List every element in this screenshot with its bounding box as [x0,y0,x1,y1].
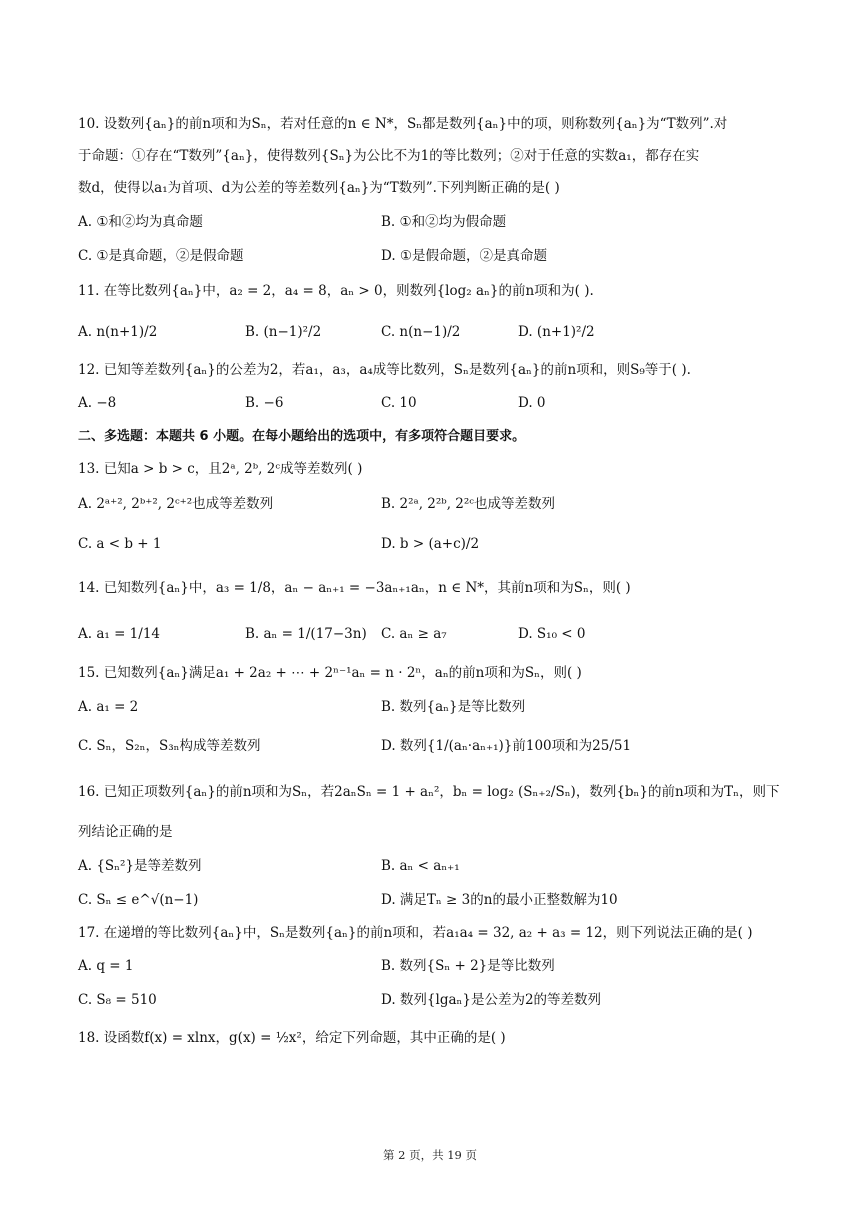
q14-option-a: A. a₁ = 1/14 [78,626,161,642]
q13-option-c: C. a < b + 1 [78,536,162,552]
q15-option-a: A. a₁ = 2 [78,699,139,715]
q11-option-d: D. (n+1)²/2 [518,324,595,340]
q10-option-a: A. ①和②均为真命题 [78,214,203,230]
q15-option-c: C. Sₙ，S₂ₙ，S₃ₙ构成等差数列 [78,738,261,754]
q12-options [78,393,798,415]
q13-options-row-2 [78,534,798,556]
q13-stem: 13. 已知a > b > c，且2ᵃ, 2ᵇ, 2ᶜ成等差数列( ) [78,461,363,477]
q17-option-b: B. 数列{Sₙ + 2}是等比数列 [381,958,555,974]
section-heading-multiple-choice: 二、多选题：本题共 6 小题。在每小题给出的选项中，有多项符合题目要求。 [78,429,526,444]
q14-option-b: B. aₙ = 1/(17−3n) [245,626,367,642]
q15-options-row-1 [78,697,798,719]
q13-option-b: B. 2²ᵃ, 2²ᵇ, 2²ᶜ也成等差数列 [381,496,555,512]
q10-line-1: 10. 设数列{aₙ}的前n项和为Sₙ，若对任意的n ∈ N*，Sₙ都是数列{aₙ}中的项，则称数列{aₙ}为“T数列”.对 [78,116,728,132]
q12-option-d: D. 0 [518,395,546,411]
page-footer: 第 2 页，共 19 页 [382,1148,478,1162]
q12-option-c: C. 10 [381,395,417,411]
q12-option-a: A. −8 [78,395,117,411]
q10-options-row-2 [78,246,798,268]
q16-line-2: 列结论正确的是 [78,824,173,840]
q11-option-b: B. (n−1)²/2 [245,324,322,340]
q13-option-a: A. 2ᵃ⁺², 2ᵇ⁺², 2ᶜ⁺²也成等差数列 [78,496,274,512]
q17-option-c: C. S₈ = 510 [78,992,157,1008]
q16-options-row-1 [78,856,798,878]
q11-options [78,322,798,344]
q14-option-d: D. S₁₀ < 0 [518,626,586,642]
q17-option-a: A. q = 1 [78,958,134,974]
q14-options [78,624,798,646]
q17-option-d: D. 数列{lgaₙ}是公差为2的等差数列 [381,992,602,1008]
q10-option-d: D. ①是假命题，②是真命题 [381,248,548,264]
q11-option-c: C. n(n−1)/2 [381,324,461,340]
q14-stem: 14. 已知数列{aₙ}中，a₃ = 1/8，aₙ − aₙ₊₁ = −3aₙ₊₁aₙ，n ∈ N*，其前n项和为Sₙ，则( ) [78,580,631,596]
q17-options-row-1 [78,956,798,978]
q18-stem: 18. 设函数f(x) = xlnx，g(x) = ½x²，给定下列命题，其中正确的是( ) [78,1030,506,1046]
q16-option-c: C. Sₙ ≤ e^√(n−1) [78,892,199,908]
q10-option-b: B. ①和②均为假命题 [381,214,507,230]
q15-stem: 15. 已知数列{aₙ}满足a₁ + 2a₂ + ⋯ + 2ⁿ⁻¹aₙ = n · 2ⁿ，aₙ的前n项和为Sₙ，则( ) [78,665,582,681]
q13-options-row-1 [78,494,798,516]
q16-option-b: B. aₙ < aₙ₊₁ [381,858,460,874]
q13-option-d: D. b > (a+c)/2 [381,536,480,552]
q15-option-d: D. 数列{1/(aₙ·aₙ₊₁)}前100项和为25/51 [381,738,632,754]
q11-option-a: A. n(n+1)/2 [78,324,158,340]
q10-option-c: C. ①是真命题，②是假命题 [78,248,244,264]
q17-stem: 17. 在递增的等比数列{aₙ}中，Sₙ是数列{aₙ}的前n项和，若a₁a₄ = 32, a₂ + a₃ = 12，则下列说法正确的是( ) [78,925,753,941]
q17-options-row-2 [78,990,798,1012]
q12-stem: 12. 已知等差数列{aₙ}的公差为2，若a₁，a₃，a₄成等比数列，Sₙ是数列{aₙ}的前n项和，则S₉等于( ). [78,362,691,378]
q15-option-b: B. 数列{aₙ}是等比数列 [381,699,526,715]
q15-options-row-2 [78,736,798,758]
q10-line-2: 于命题：①存在“T数列”{aₙ}，使得数列{Sₙ}为公比不为1的等比数列；②对于任意的实数a₁，都存在实 [78,148,700,164]
q10-options-row-1 [78,212,798,234]
q16-options-row-2 [78,890,798,912]
q11-stem: 11. 在等比数列{aₙ}中，a₂ = 2，a₄ = 8，aₙ > 0，则数列{log₂ aₙ}的前n项和为( ). [78,283,594,299]
q12-option-b: B. −6 [245,395,284,411]
q16-option-d: D. 满足Tₙ ≥ 3的n的最小正整数解为10 [381,892,618,908]
q14-option-c: C. aₙ ≥ a₇ [381,626,447,642]
q10-line-3: 数d，使得以a₁为首项、d为公差的等差数列{aₙ}为“T数列”.下列判断正确的是( ) [78,180,560,196]
q16-line-1: 16. 已知正项数列{aₙ}的前n项和为Sₙ，若2aₙSₙ = 1 + aₙ²，bₙ = log₂ (Sₙ₊₂/Sₙ)，数列{bₙ}的前n项和为Tₙ，则下 [78,784,780,800]
q16-option-a: A. {Sₙ²}是等差数列 [78,858,202,874]
